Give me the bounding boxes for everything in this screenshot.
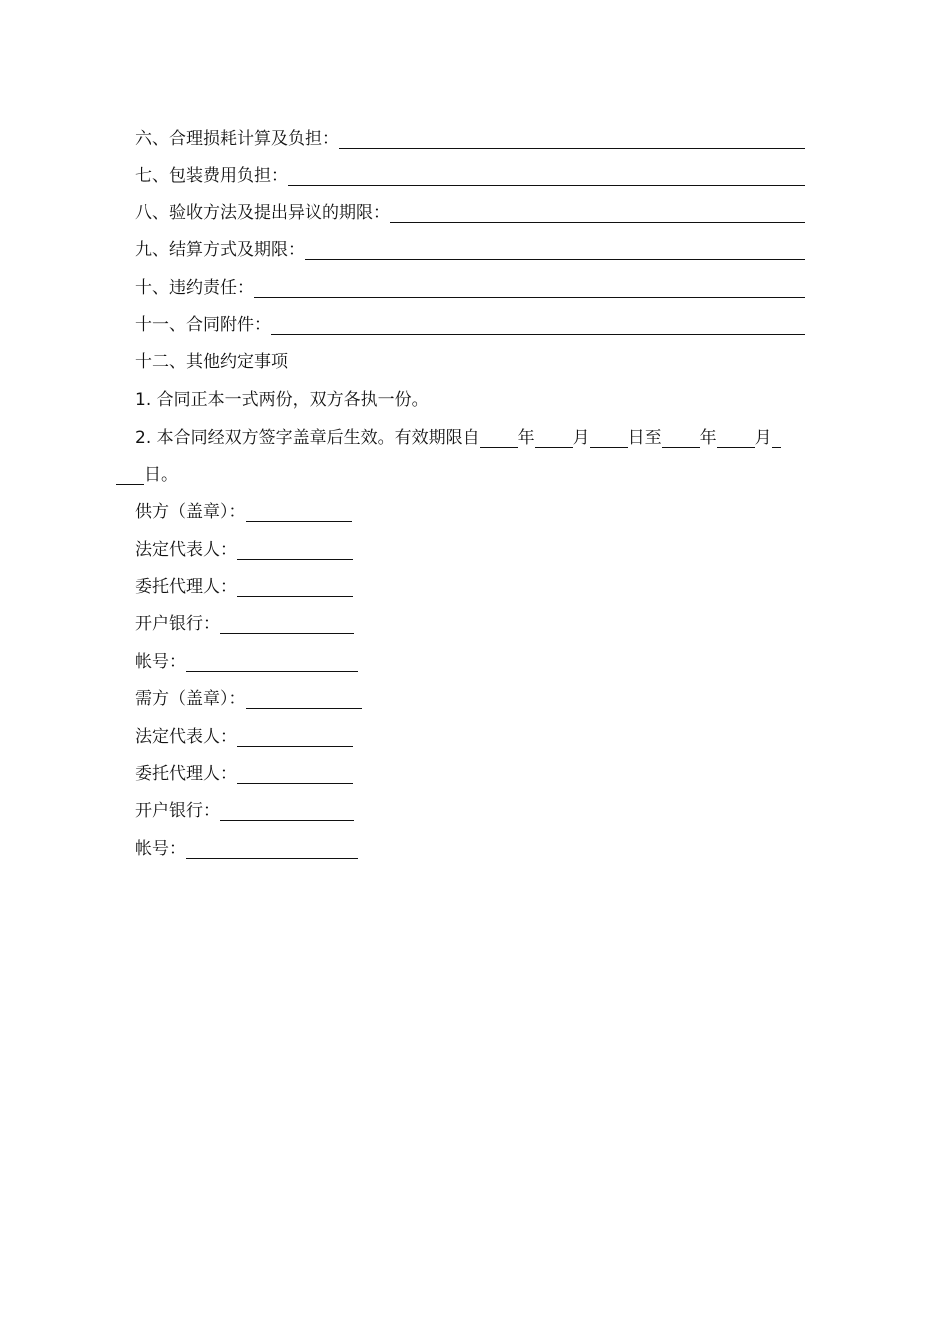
clause-liability [135,276,805,300]
clause-label: 九、结算方式及期限： [135,240,305,260]
buyer-account [135,837,358,861]
item-2-continued [116,463,178,487]
supplier-agent-label: 委托代理人： [135,577,237,597]
buyer-agent [135,762,353,786]
clause-inspection [135,201,805,225]
supplier-account-label: 帐号： [135,652,186,672]
clause-label: 十、违约责任： [135,278,254,298]
supplier-account-blank[interactable] [186,653,358,672]
supplier-account [135,650,358,674]
buyer-bank-label: 开户银行： [135,801,220,821]
buyer-bank-blank[interactable] [220,802,354,821]
clause-blank[interactable] [288,167,805,186]
buyer-rep [135,725,353,749]
supplier-agent-blank[interactable] [237,578,353,597]
buyer-agent-blank[interactable] [237,765,353,784]
supplier-agent [135,575,353,599]
item-1-text: 1. 合同正本一式两份，双方各执一份。 [135,390,429,410]
supplier-rep-label: 法定代表人： [135,540,237,560]
item-1 [135,388,429,412]
clause-label: 十一、合同附件： [135,315,271,335]
start-day-blank[interactable] [590,429,628,448]
buyer-agent-label: 委托代理人： [135,764,237,784]
supplier-rep-blank[interactable] [237,541,353,560]
month-label: 月 [572,428,590,448]
supplier-bank-blank[interactable] [220,615,354,634]
item-2-text: 2. 本合同经双方签字盖章后生效。有效期限自 [135,428,480,448]
supplier-party-blank[interactable] [246,503,352,522]
buyer-bank [135,799,354,823]
clause-attachments [135,313,805,337]
year-label: 年 [517,428,535,448]
supplier-rep [135,538,353,562]
clause-blank[interactable] [254,279,805,298]
clause-label: 八、验收方法及提出异议的期限： [135,203,390,223]
end-year-blank[interactable] [662,429,700,448]
buyer-rep-blank[interactable] [237,728,353,747]
supplier-bank-label: 开户银行： [135,614,220,634]
supplier-party [135,500,352,524]
clause-blank[interactable] [390,204,805,223]
clause-blank[interactable] [271,316,805,335]
buyer-party-blank[interactable] [246,690,362,709]
supplier-party-label: 供方（盖章）： [135,502,246,522]
clause-label: 六、合理损耗计算及负担： [135,129,339,149]
month-label: 月 [754,428,772,448]
year-label: 年 [699,428,717,448]
supplier-bank [135,612,354,636]
day-to-label: 日至 [627,428,662,448]
start-year-blank[interactable] [480,429,518,448]
start-month-blank[interactable] [535,429,573,448]
end-month-tail-blank[interactable] [772,429,781,448]
buyer-rep-label: 法定代表人： [135,727,237,747]
clause-settlement [135,238,805,262]
end-month-blank[interactable] [717,429,755,448]
clause-loss [135,127,805,151]
other-heading [135,350,288,374]
clause-blank[interactable] [339,130,805,149]
clause-blank[interactable] [305,241,805,260]
buyer-party [135,687,362,711]
end-day-blank[interactable] [116,466,144,485]
buyer-account-blank[interactable] [186,840,358,859]
other-heading-text: 十二、其他约定事项 [135,352,288,372]
item-2 [135,426,781,450]
buyer-account-label: 帐号： [135,839,186,859]
clause-label: 七、包装费用负担： [135,166,288,186]
buyer-party-label: 需方（盖章）： [135,689,246,709]
clause-packaging [135,164,805,188]
day-label: 日。 [144,465,178,485]
